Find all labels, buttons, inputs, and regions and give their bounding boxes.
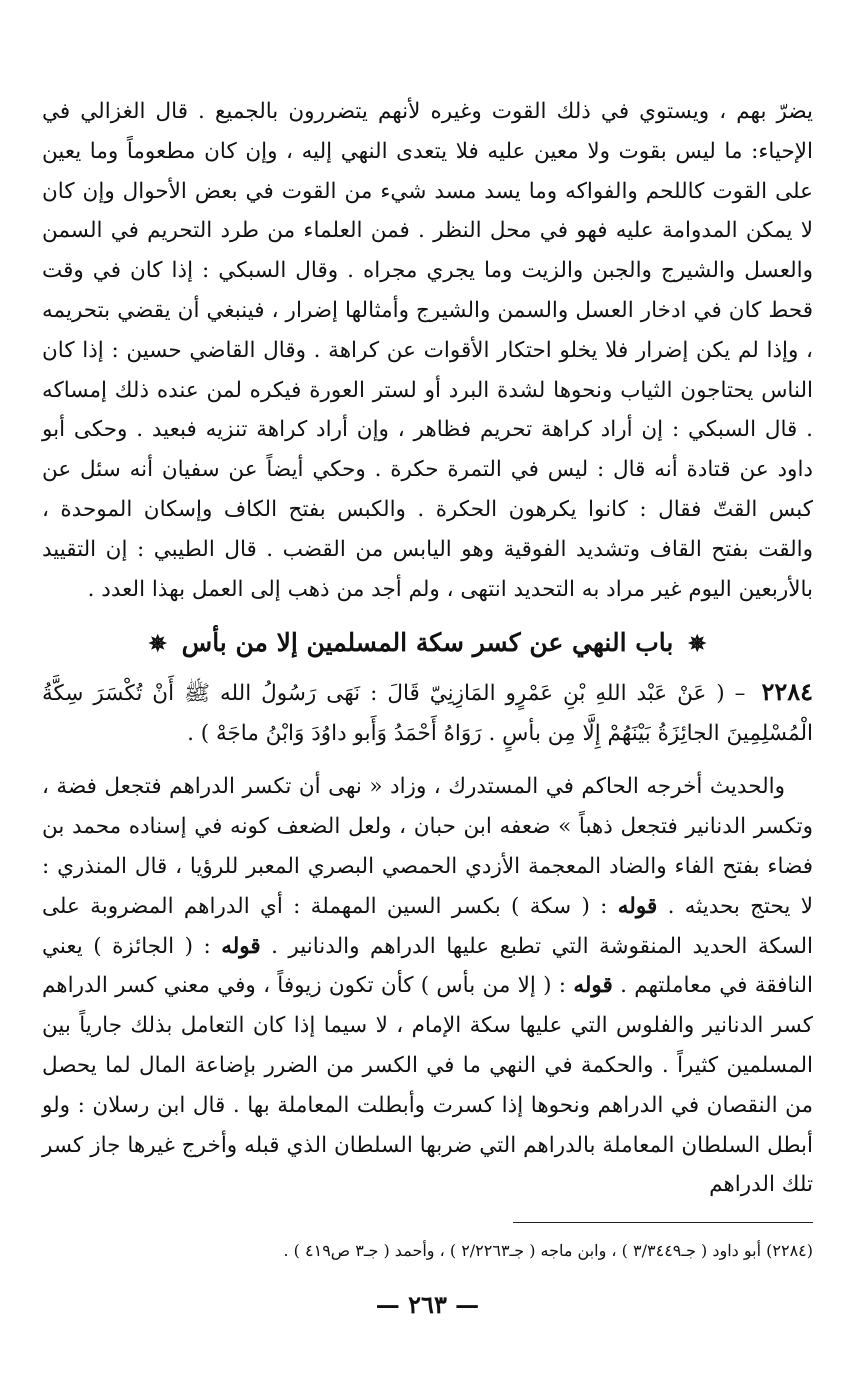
commentary-text: : ( سكة ) بكسر السين المهملة : أي الدراهم المضروبة على السكة الحديد المنقوشة التي تطبع عليها الدراهم والدنانير . — [42, 893, 813, 959]
star-ornament-icon: ✵ — [148, 631, 167, 658]
commentary-text: والحديث أخرجه الحاكم في المستدرك ، وزاد « نهى أن تكسر الدراهم فتجعل فضة ، وتكسر الدنانير فتجعل ذهباً » ضعفه ابن حبان ، ولعل الضعف كونه في إسناده محمد بن فضاء بفتح الفاء والضاد المعجمة الأزدي الحمصي البصري المعبر للرؤيا ، قال المنذري : لا يحتج بحديثه . — [42, 774, 813, 919]
hadith-body: – ( عَنْ عَبْد اللهِ بْنِ عَمْرٍو المَازِنِيّ قَالَ : نَهَى رَسُولُ الله ﷺ أَنْ تُكْسَرَ سِكَّةُ الْمُسْلِمِينَ الجائِزَةُ بَيْنَهُمْ إِلَّا مِن بأسٍ . رَوَاهُ أَحْمَدُ وَأَبو داوُدَ وَابْنُ ماجَهْ ) . — [42, 681, 813, 746]
qawluh-marker: قوله — [617, 893, 658, 919]
footnote-divider — [513, 1222, 813, 1223]
paragraph-text: يضرّ بهم ، ويستوي في ذلك القوت وغيره لأنهم يتضررون بالجميع . قال الغزالي في الإحياء: ما ليس بقوت ولا معين عليه فلا يتعدى النهي إليه ، وإن كان مطعوماً وما يعين على القوت كاللحم والفواكه وما يسد مسد شيء من القوت في بعض الأحوال وإن كان لا يمكن المدوامة عليه فهو في محل النظر . فمن العلماء من طرد التحريم في السمن والعسل والشيرج والجبن والزيت وما يجري مجراه . وقال السبكي : إذا كان في وقت قحط كان في ادخار العسل والسمن والشيرج وأمثالها إضرار ، فينبغي أن يقضي بتحريمه ، وإذا لم يكن إضرار فلا يخلو احتكار الأقوات عن كراهة . وقال القاضي حسين : إذا كان الناس يحتاجون الثياب ونحوها لشدة البرد أو لستر العورة فيكره لمن عنده ذلك إمساكه . قال السبكي : إن أراد كراهة تحريم فظاهر ، وإن أراد كراهة تنزيه فبعيد . وحكى أبو داود عن قتادة أنه قال : ليس في التمرة حكرة . وحكي أيضاً عن سفيان أنه سئل عن كبس القتّ فقال : كانوا يكرهون الحكرة . والكبس بفتح الكاف وإسكان الموحدة ، والقت بفتح القاف وتشديد الفوقية وهو اليابس من القضب . قال الطيبي : إن التقييد بالأربعين اليوم غير مراد به التحديد انتهى ، ولم أجد من ذهب إلى العمل بهذا العدد . — [42, 99, 813, 602]
hadith-number: ٢٢٨٤ — [761, 677, 813, 707]
commentary-text: : ( الجائزة ) يعني النافقة في معاملتهم . — [42, 933, 813, 999]
qawluh-marker: قوله — [221, 933, 261, 959]
chapter-title: باب النهي عن كسر سكة المسلمين إلا من بأس — [181, 628, 674, 658]
commentary-text: : ( إلا من بأس ) كأن تكون زيوفاً ، وفي معني كسر الدراهم كسر الدنانير والفلوس التي عليها سكة الإمام ، لا سيما إذا كان التعامل بذلك جارياً بين المسلمين كثيراً . والحكمة في النهي ما في الكسر من الضرر بإضاعة المال لما يحصل من النقصان في الدراهم ونحوها إذا كسرت وأبطلت المعاملة بها . قال ابن رسلان : ولو أبطل السلطان المعاملة بالدراهم التي ضربها السلطان الذي قبله وأخرج غيرها جاز كسر تلك الدراهم — [42, 973, 813, 1198]
qawluh-marker: قوله — [573, 973, 613, 999]
commentary-paragraph — [42, 767, 813, 1205]
hadith-text — [42, 672, 813, 753]
page-number: — ٢٦٣ — — [375, 1290, 480, 1319]
star-ornament-icon: ✵ — [688, 631, 707, 658]
footnote: (٢٢٨٤) أبو داود ( جـ٣/٣٤٤٩ ) ، وابن ماجه ( جـ٢/٢٢٦٣ ) ، وأحمد ( جـ٣ ص٤١٩ ) . — [283, 1241, 813, 1260]
body-paragraph — [42, 92, 813, 609]
chapter-heading — [42, 623, 813, 664]
